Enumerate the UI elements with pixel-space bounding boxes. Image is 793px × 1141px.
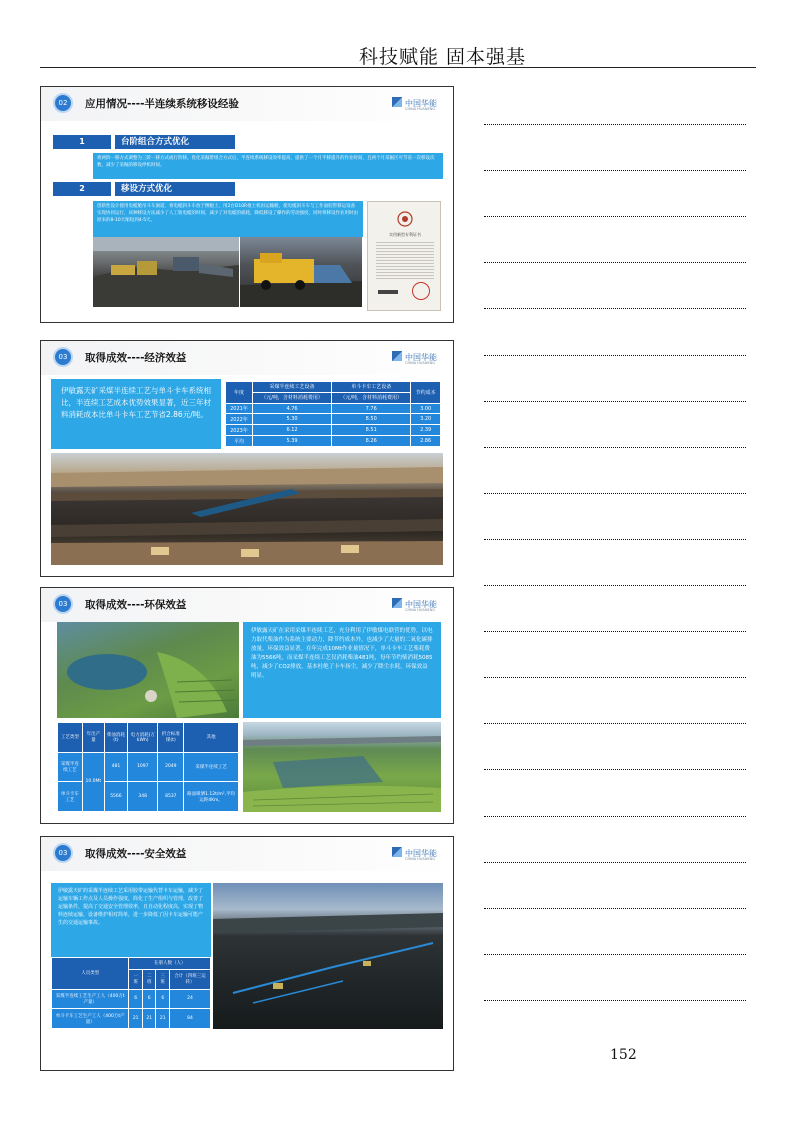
table-row: 采煤半连续工艺生产工人（400万t产量） 6 6 6 24	[52, 989, 211, 1009]
slide-header	[41, 87, 453, 121]
note-line	[484, 401, 746, 402]
note-line	[484, 677, 746, 678]
note-line	[484, 170, 746, 171]
col-saving: 节约成本	[411, 382, 441, 404]
col-continuous: 采煤半连续工艺设备	[252, 382, 331, 393]
huaneng-logo: 中国华能 CHINA HUANENG	[392, 97, 437, 109]
col-truck-unit: （元/吨，含材料消耗费用）	[332, 392, 411, 403]
economic-table	[225, 381, 441, 447]
table-row: 2021年 4.76 7.76 3.00	[226, 403, 441, 414]
page-header-title: 科技赋能 固本强基	[358, 46, 526, 68]
note-line	[484, 1000, 746, 1001]
electric-hauling-photo	[240, 237, 362, 307]
slide-title: 应用情况----半连续系统移设经验	[85, 98, 239, 110]
conveyor-mine-photo	[213, 883, 443, 1029]
reclamation-aerial-photo	[57, 622, 239, 718]
page-number: 152	[610, 1047, 637, 1063]
note-line	[484, 124, 746, 125]
note-line	[484, 355, 746, 356]
official-seal-icon	[412, 282, 430, 300]
slide-safety-benefit	[40, 836, 454, 1071]
note-line	[484, 631, 746, 632]
slide-economic-benefit	[40, 340, 454, 577]
col-process-type: 工艺类型	[58, 723, 83, 753]
slide-header	[41, 341, 453, 375]
slide-title: 取得成效----环保效益	[85, 599, 187, 611]
table-row: 采煤半连续工艺 10.0Mt 481 1097 2049 采煤半连续工艺	[58, 752, 239, 782]
note-line	[484, 908, 746, 909]
col-headcount: 在册人数（人）	[129, 958, 211, 970]
col-electricity: 电力消耗(万kWh)	[128, 723, 158, 753]
note-line	[484, 216, 746, 217]
note-line	[484, 723, 746, 724]
slide-application	[40, 86, 454, 323]
col-year: 年度	[226, 382, 253, 404]
environmental-summary: 伊敏露天矿在采用采煤半连续工艺，充分利用了伊敏煤电联营的优势，以电力取代柴油作为系统主要动力，降节约成本外，也减少了大量的二氧化碳排放量，环保效益显著。在年完成10Mt作业量情况下，单斗卡车工艺柴耗费油为5566吨，而采煤半连续工艺仅消耗柴油481吨，每年节约柴消耗5085吨，减少了CO2排放，基本杜绝了卡车扬尘，减少了降尘水耗，环保效益明显。	[243, 622, 441, 718]
col-standard-coal: 折合标准煤(t)	[158, 723, 184, 753]
patent-certificate	[367, 201, 441, 311]
bulldozer-illustration	[93, 237, 239, 307]
note-line	[484, 816, 746, 817]
col-personnel-type: 人员类型	[52, 958, 129, 990]
item-number: 2	[53, 182, 111, 196]
col-diesel: 柴油消耗(t)	[104, 723, 127, 753]
bulldozer-photo	[93, 237, 239, 307]
section-badge: 03	[53, 843, 73, 863]
huaneng-logo-icon	[392, 598, 402, 608]
table-row: 平均 5.39 8.26 2.86	[226, 436, 441, 447]
section-badge: 02	[53, 93, 73, 113]
note-line	[484, 262, 746, 263]
slide-title: 取得成效----经济效益	[85, 352, 187, 364]
mine-panorama-illustration	[51, 453, 443, 565]
col-other: 其他	[184, 723, 239, 753]
note-line	[484, 308, 746, 309]
col-continuous-unit: （元/吨，含材料消耗费用）	[252, 392, 331, 403]
huaneng-logo-icon	[392, 351, 402, 361]
table-row: 单斗卡车工艺生产工人（400万t产量） 21 21 21 84	[52, 1009, 211, 1029]
certificate-text-lines	[376, 242, 434, 280]
signature-mark	[378, 290, 398, 294]
page-header	[40, 38, 756, 68]
note-line	[484, 493, 746, 494]
item-description: 将两阶一移方式调整为三阶一移方式或行阶移。优化采掘带组合方式后，半连续系统移设效率提高，提供了一个月半移提升的作业时间，且两个月采掘区可节省一次移设次数，减少了采掘的移设停机时间。	[93, 153, 443, 179]
green-dump-site-photo	[243, 722, 441, 812]
table-row: 单斗卡车工艺 5566 348 8537 路面喷洒1.12t/m²,平均运距4Km。	[58, 782, 239, 812]
table-row: 2023年 6.12 8.51 2.39	[226, 425, 441, 436]
item-label: 台阶组合方式优化	[115, 135, 235, 149]
huaneng-logo: 中国华能 CHINA HUANENG	[392, 847, 437, 859]
note-line	[484, 585, 746, 586]
safety-summary: 伊敏露天矿的采煤半连续工艺采用胶带运输代替卡车运输，减少了运输车辆工作点及人员操作强度，简化了生产组织与管理，改善了运输条件，提高了交通安全管理效率，且自动化程度高，实现了物料连续运输，设备维护相对简单，进一步降低了因卡车运输可能产生的交通运输事故。	[51, 883, 211, 957]
conveyor-illustration	[213, 883, 443, 1029]
section-badge: 03	[53, 347, 73, 367]
huaneng-logo: 中国华能 CHINA HUANENG	[392, 351, 437, 363]
note-line	[484, 447, 746, 448]
economic-summary: 伊敏露天矿采煤半连续工艺与单斗卡车系统相比，半连续工艺成本优势效果显著，近三年材料消耗成本比单斗卡车工艺节省2.86元/吨。	[51, 379, 221, 449]
slide-environmental-benefit	[40, 587, 454, 824]
emblem-icon	[392, 210, 418, 228]
huaneng-logo-icon	[392, 847, 402, 857]
environmental-table	[57, 722, 239, 812]
safety-table: 人员类型 在册人数（人） 一班 二班 三班 合计（四班三运转） 采煤半连续工艺生产工人（400万t产量） 6 6 6 24 单斗卡车工艺生产工人（400万t产量） 21 21 21 84	[51, 957, 211, 1029]
note-line	[484, 954, 746, 955]
col-truck: 单斗卡车工艺设备	[332, 382, 411, 393]
huaneng-logo-icon	[392, 97, 402, 107]
note-line	[484, 769, 746, 770]
item-description: 创新性设计使用电缆舱吊斗车旗道，将电缆斜斗车放于侧板上，用2台D10R推土机再运输舱，使电缆斜斗车与工作面胶带移运设备实现协同运行，该种移设方法减少了人工收电缆的时间，减少了对电缆的损耗，降低移设了操作的劳动强度，同时将移设作业用时由原来的8-10天缩短到4-5天。	[93, 201, 363, 237]
slide-title: 取得成效----安全效益	[85, 848, 187, 860]
open-pit-mine-panorama	[51, 453, 443, 565]
col-annual-output: 年出产量	[82, 723, 104, 753]
item-label: 移设方式优化	[115, 182, 235, 196]
slide-header	[41, 588, 453, 622]
transport-vehicle-illustration	[240, 237, 362, 307]
table-row: 2022年 5.30 8.50 3.20	[226, 414, 441, 425]
slide-header	[41, 837, 453, 871]
huaneng-logo: 中国华能 CHINA HUANENG	[392, 598, 437, 610]
item-number: 1	[53, 135, 111, 149]
note-line	[484, 539, 746, 540]
reclamation-illustration	[57, 622, 239, 718]
section-badge: 03	[53, 594, 73, 614]
green-terraces-illustration	[243, 722, 441, 812]
note-line	[484, 862, 746, 863]
certificate-title: 实用新型专利证书	[389, 232, 421, 237]
merged-output-cell: 10.0Mt	[82, 752, 104, 811]
